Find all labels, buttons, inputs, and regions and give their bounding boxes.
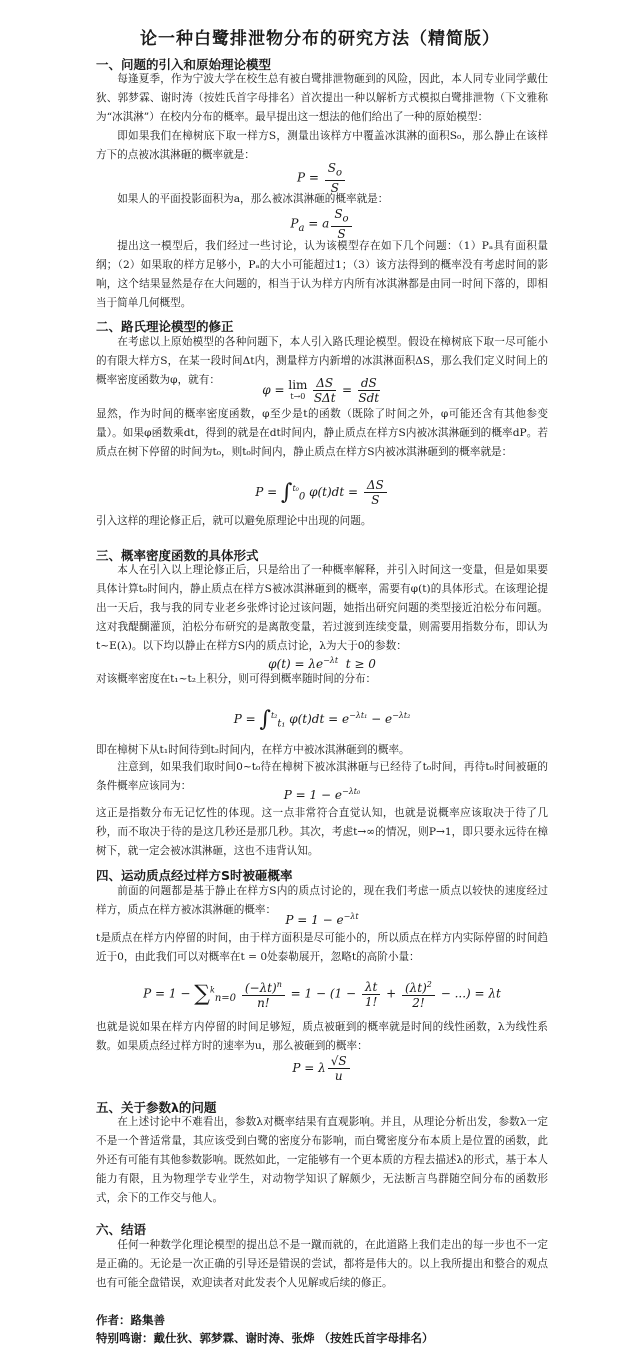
s3-paragraph-1: 本人在引入以上理论修正后，只是给出了一种概率解释，并引入时间这一变量，但是如果要具体计算t₀时间内，静止质点在样方S被冰淇淋砸到的概率，需要有φ(t)的具体形式。在该理论提出一天后，我与我的同专业老乡张烨讨论过该问题，她指出研究问题的类型接近泊松分布问题。这对我醍醐灌顶，泊松分布研究的是离散变量，若过渡到连续变量，则需要用指数分布，即认为t~E(λ)。以下均以静止在样方S内的质点讨论，λ为大于0的参数：	[96, 564, 548, 652]
equation-integral-phi: P = ∫$^{t_0}_0$ φ(t)dt = $\frac{\Delta S}{S}$	[96, 478, 548, 507]
section-3-heading: 三、概率密度函数的具体形式	[96, 548, 259, 563]
s2-paragraph-3: 引入这样的理论修正后，就可以避免原理论中出现的问题。	[96, 515, 372, 527]
equation-phi-exponential: $\varphi(t) = \lambda e^{-\lambda t}$ t ≥ 0	[268, 656, 376, 671]
s4-paragraph-1: 前面的问题都是基于静止在样方S内的质点讨论的，现在我们考虑一质点以较快的速度经过样方，质点在样方被冰淇淋砸的概率：	[96, 885, 548, 916]
equation-taylor-expansion: P = 1 − ∑$^k_{n=0}$ $\frac{(-\lambda t)^n}{n!}$ = 1 − (1 − $\frac{\lambda t}{1!}$ + $\frac{(\lambda t)^2}{2!}$ − ...) = λt	[143, 979, 501, 1010]
section-2-heading: 二、路氏理论模型的修正	[96, 319, 234, 334]
section-5-heading: 五、关于参数λ的问题	[96, 1100, 217, 1115]
s4-paragraph-3: 也就是说如果在样方内停留的时间足够短，质点被砸到的概率就是时间的线性函数，λ为线性系数。如果质点经过样方时的速率为u，那么被砸到的概率：	[96, 1021, 548, 1052]
s3-paragraph-5: 这正是指数分布无记忆性的体现。这一点非常符合直觉认知，也就是说概率应该取决于待了几秒，而不取决于待的是这几秒还是那几秒。其次，考虑t→∞的情况，则P→1，即只要永远待在樟树下，就一定会被冰淇淋砸，这也不违背认知。	[96, 807, 548, 857]
equation-p-s0-over-s: P = $\frac{S_o}{S}$	[96, 161, 548, 195]
s2-paragraph-2: 显然，作为时间的概率密度函数，φ至少是t的函数（既除了时间之外，φ可能还含有其他参变量）。如果φ函数乘dt，得到的就是在dt时间内，静止质点在样方S内被冰淇淋砸到的概率dP。若质点在树下停留的时间为t₀，则t₀时间内，静止质点在样方S内被冰淇淋砸到的概率就是：	[96, 408, 548, 458]
s3-paragraph-4: 注意到，如果我们取时间0~t₀待在樟树下被冰淇淋砸与已经待了t₀时间，再待t₀时间被砸的条件概率应该同为：	[96, 761, 548, 792]
section-6-heading: 六、结语	[96, 1222, 147, 1237]
equation-memoryless: $P = 1 - e^{-\lambda t_0}$	[283, 787, 361, 802]
equation-moving-particle: $P = 1 - e^{-\lambda t}$	[285, 912, 359, 927]
s5-paragraph-1: 在上述讨论中不难看出，参数λ对概率结果有直观影响。并且，从理论分析出发，参数λ一定不是一个普适常量，其应该受到白鹭的密度分布影响，而白鹭密度分布本质上是位置的函数，此外还有可能有其他参数影响。既然如此，一定能够有一个更本质的方程去描述λ的形式，基于本人能力有限，且为物理学专业学生，对动物学知识了解颇少，无法断言鸟群随空间分布的函数形式，余下的工作交与他人。	[96, 1116, 548, 1204]
section-4-heading: 四、运动质点经过样方S时被砸概率	[96, 868, 293, 883]
paper-title: 论一种白鹭排泄物分布的研究方法（精简版）	[140, 29, 500, 49]
equation-integral-t1-t2: P = ∫$^{t_2}_{t_1}$ $\varphi(t)dt = e^{-\lambda t_1} - e^{-\lambda t_2}$	[233, 707, 411, 732]
s1-paragraph-3: 如果人的平面投影面积为a，那么被冰淇淋砸的概率就是：	[117, 193, 389, 205]
s2-paragraph-1: 在考虑以上原始模型的各种问题下，本人引入路氏理论模型。假设在樟树底下取一尽可能小的有限大样方S，在某一段时间Δt内，测量样方内新增的冰淇淋面积ΔS，那么我们定义时间上的概率密度函数为φ，就有：	[96, 336, 548, 386]
section-1-heading: 一、问题的引入和原始理论模型	[96, 57, 272, 72]
s4-paragraph-2: t是质点在样方内停留的时间，由于样方面积是尽可能小的，所以质点在样方内实际停留的时间趋近于0，由此我们可以对概率在t = 0处泰勒展开，忽略t的高阶小量：	[96, 932, 548, 963]
equation-pa: $P_a = a$ $\frac{S_o}{S}$	[96, 207, 548, 241]
s1-paragraph-1: 每逢夏季，作为宁波大学在校生总有被白鹭排泄物砸到的风险，因此，本人同专业同学戴仕狄、郭梦霖、谢时涛（按姓氏首字母排名）首次提出一种以解析方式模拟白鹭排泄物（下文雅称为“冰淇淋”）在校内分布的概率。最早提出这一想法的他们给出了一种的原始模型：	[96, 73, 548, 123]
s6-paragraph-1: 任何一种数学化理论模型的提出总不是一蹴而就的，在此道路上我们走出的每一步也不一定是正确的。无论是一次正确的引导还是错误的尝试，都将是伟大的。以上我所提出和整合的观点也有可能全盘错误，欢迎读者对此发表个人见解或后续的修正。	[96, 1239, 548, 1289]
equation-phi-limit: φ = lim t→0 $\frac{\Delta S}{\text{SΔt}}$ = $\frac{dS}{\text{Sdt}}$	[262, 376, 380, 405]
author-line: 作者：路集善	[96, 1313, 165, 1327]
s1-paragraph-2: 即如果我们在樟树底下取一样方S，测量出该样方中覆盖冰淇淋的面积S₀，那么静止在该样方下的点被冰淇淋砸的概率就是：	[96, 130, 548, 161]
acknowledgement-line: 特别鸣谢：戴仕狄、郭梦霖、谢时涛、张烨 （按姓氏首字母排名）	[96, 1331, 434, 1345]
equation-velocity: P = λ $\frac{√S}{u}$	[96, 1054, 548, 1083]
s3-paragraph-3: 即在樟树下从t₁时间待到t₂时间内，在样方中被冰淇淋砸到的概率。	[96, 744, 410, 756]
s1-paragraph-4: 提出这一模型后，我们经过一些讨论，认为该模型存在如下几个问题：（1）Pₐ具有面积量纲；（2）如果取的样方足够小，Pₐ的大小可能超过1；（3）该方法得到的概率没有考虑时间的影响，这个结果显然是存在大问题的，相当于认为样方内所有冰淇淋都是由同一时间下落的，即相当于简单几何概型。	[96, 240, 548, 309]
s3-paragraph-2: 对该概率密度在t₁~t₂上积分，则可得到概率随时间的分布：	[96, 673, 377, 685]
